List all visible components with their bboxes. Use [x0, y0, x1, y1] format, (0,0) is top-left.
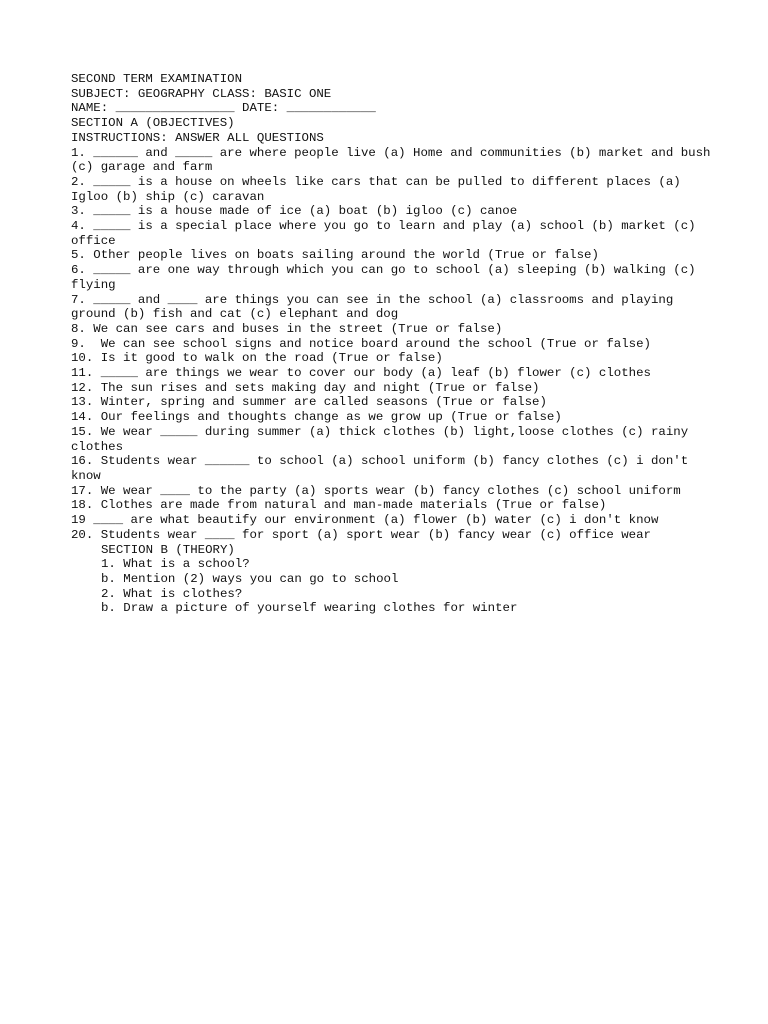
question-4: 4. _____ is a special place where you go to learn and play (a) school (b) market (c) office — [71, 219, 704, 248]
section-b-heading: SECTION B (THEORY) — [101, 542, 235, 557]
theory-item-2b: b. Draw a picture of yourself wearing clothes for winter — [101, 601, 518, 616]
question-6: 6. _____ are one way through which you can go to school (a) sleeping (b) walking (c) flying — [71, 263, 704, 292]
question-19: 19 ____ are what beautify our environment (a) flower (b) water (c) i don't know — [71, 513, 659, 528]
question-20: 20. Students wear ____ for sport (a) sport wear (b) fancy wear (c) office wear — [71, 527, 651, 542]
question-11: 11. _____ are things we wear to cover our body (a) leaf (b) flower (c) clothes — [71, 366, 651, 381]
question-12: 12. The sun rises and sets making day and night (True or false) — [71, 380, 540, 395]
question-5: 5. Other people lives on boats sailing around the world (True or false) — [71, 248, 599, 263]
name-date-line: NAME: ________________ DATE: ____________ — [71, 101, 376, 116]
question-14: 14. Our feelings and thoughts change as we grow up (True or false) — [71, 410, 562, 425]
question-8: 8. We can see cars and buses in the street (True or false) — [71, 321, 503, 336]
theory-item-2: 2. What is clothes? — [101, 586, 243, 601]
theory-item-1: 1. What is a school? — [101, 557, 250, 572]
subject-class-line: SUBJECT: GEOGRAPHY CLASS: BASIC ONE — [71, 86, 332, 101]
theory-item-1b: b. Mention (2) ways you can go to school — [101, 571, 399, 586]
question-3: 3. _____ is a house made of ice (a) boat (b) igloo (c) canoe — [71, 204, 518, 219]
question-10: 10. Is it good to walk on the road (True or false) — [71, 351, 443, 366]
question-13: 13. Winter, spring and summer are called seasons (True or false) — [71, 395, 547, 410]
exam-document — [71, 72, 718, 616]
question-18: 18. Clothes are made from natural and man-made materials (True or false) — [71, 498, 607, 513]
question-15: 15. We wear _____ during summer (a) thick clothes (b) light,loose clothes (c) rainy clothes — [71, 424, 696, 454]
question-2: 2. _____ is a house on wheels like cars that can be pulled to different places (a) Igloo (b) ship (c) caravan — [71, 174, 689, 204]
question-16: 16. Students wear ______ to school (a) school uniform (b) fancy clothes (c) i don't know — [71, 454, 696, 483]
exam-title: SECOND TERM EXAMINATION — [71, 72, 243, 86]
question-9: 9. We can see school signs and notice board around the school (True or false) — [71, 336, 651, 351]
question-17: 17. We wear ____ to the party (a) sports wear (b) fancy clothes (c) school uniform — [71, 483, 681, 498]
instructions-line: INSTRUCTIONS: ANSWER ALL QUESTIONS — [71, 130, 324, 145]
question-7: 7. _____ and ____ are things you can see in the school (a) classrooms and playing ground (b) fish and cat (c) elephant and dog — [71, 292, 681, 322]
section-a-heading: SECTION A (OBJECTIVES) — [71, 116, 235, 131]
question-1: 1. ______ and _____ are where people live (a) Home and communities (b) market and bush (c) garage and farm — [71, 145, 718, 175]
